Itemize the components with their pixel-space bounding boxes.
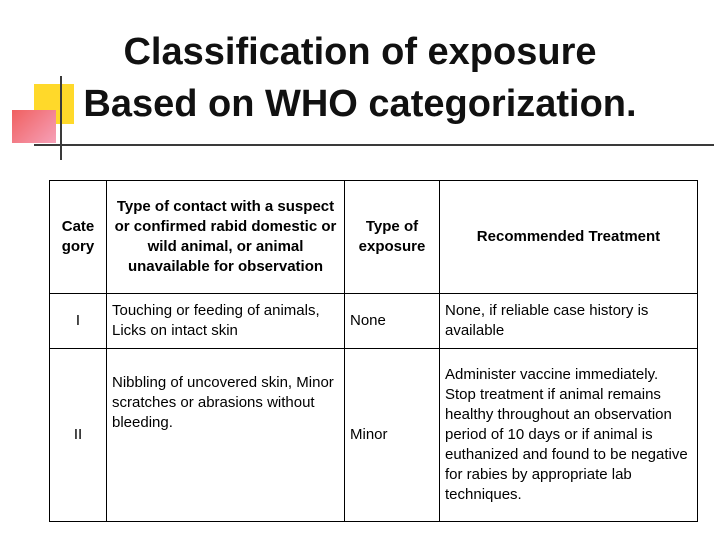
table-header-row bbox=[50, 181, 698, 294]
title-line-2: Based on WHO categorization. bbox=[83, 83, 637, 125]
decor-horizontal-line bbox=[34, 144, 714, 146]
row-category: II bbox=[50, 349, 107, 522]
header-category bbox=[50, 181, 107, 294]
row-treatment: None, if reliable case history is available bbox=[440, 294, 698, 349]
header-treatment: Recommended Treatment bbox=[440, 181, 698, 294]
header-category-line1: Cate bbox=[61, 218, 95, 235]
row-category: I bbox=[50, 294, 107, 349]
row-contact: Nibbling of uncovered skin, Minor scratches or abrasions without bleeding. bbox=[107, 349, 345, 522]
row-treatment: Administer vaccine immediately. Stop treatment if animal remains healthy throughout an observation period of 10 days or if animal is euthanized and found to be negative for rabies by appropriate lab techniques. bbox=[440, 349, 698, 522]
row-exposure: None bbox=[345, 294, 440, 349]
header-exposure: Type of exposure bbox=[345, 181, 440, 294]
header-category-line2: gory bbox=[61, 238, 95, 255]
row-exposure: Minor bbox=[345, 349, 440, 522]
header-contact: Type of contact with a suspect or confirmed rabid domestic or wild animal, or animal unavailable for observation bbox=[107, 181, 345, 294]
title-line-1: Classification of exposure bbox=[123, 31, 597, 73]
table-row bbox=[50, 294, 698, 349]
table-row bbox=[50, 349, 698, 522]
row-contact: Touching or feeding of animals, Licks on intact skin bbox=[107, 294, 345, 349]
exposure-table bbox=[49, 180, 698, 522]
slide-title bbox=[40, 26, 680, 130]
